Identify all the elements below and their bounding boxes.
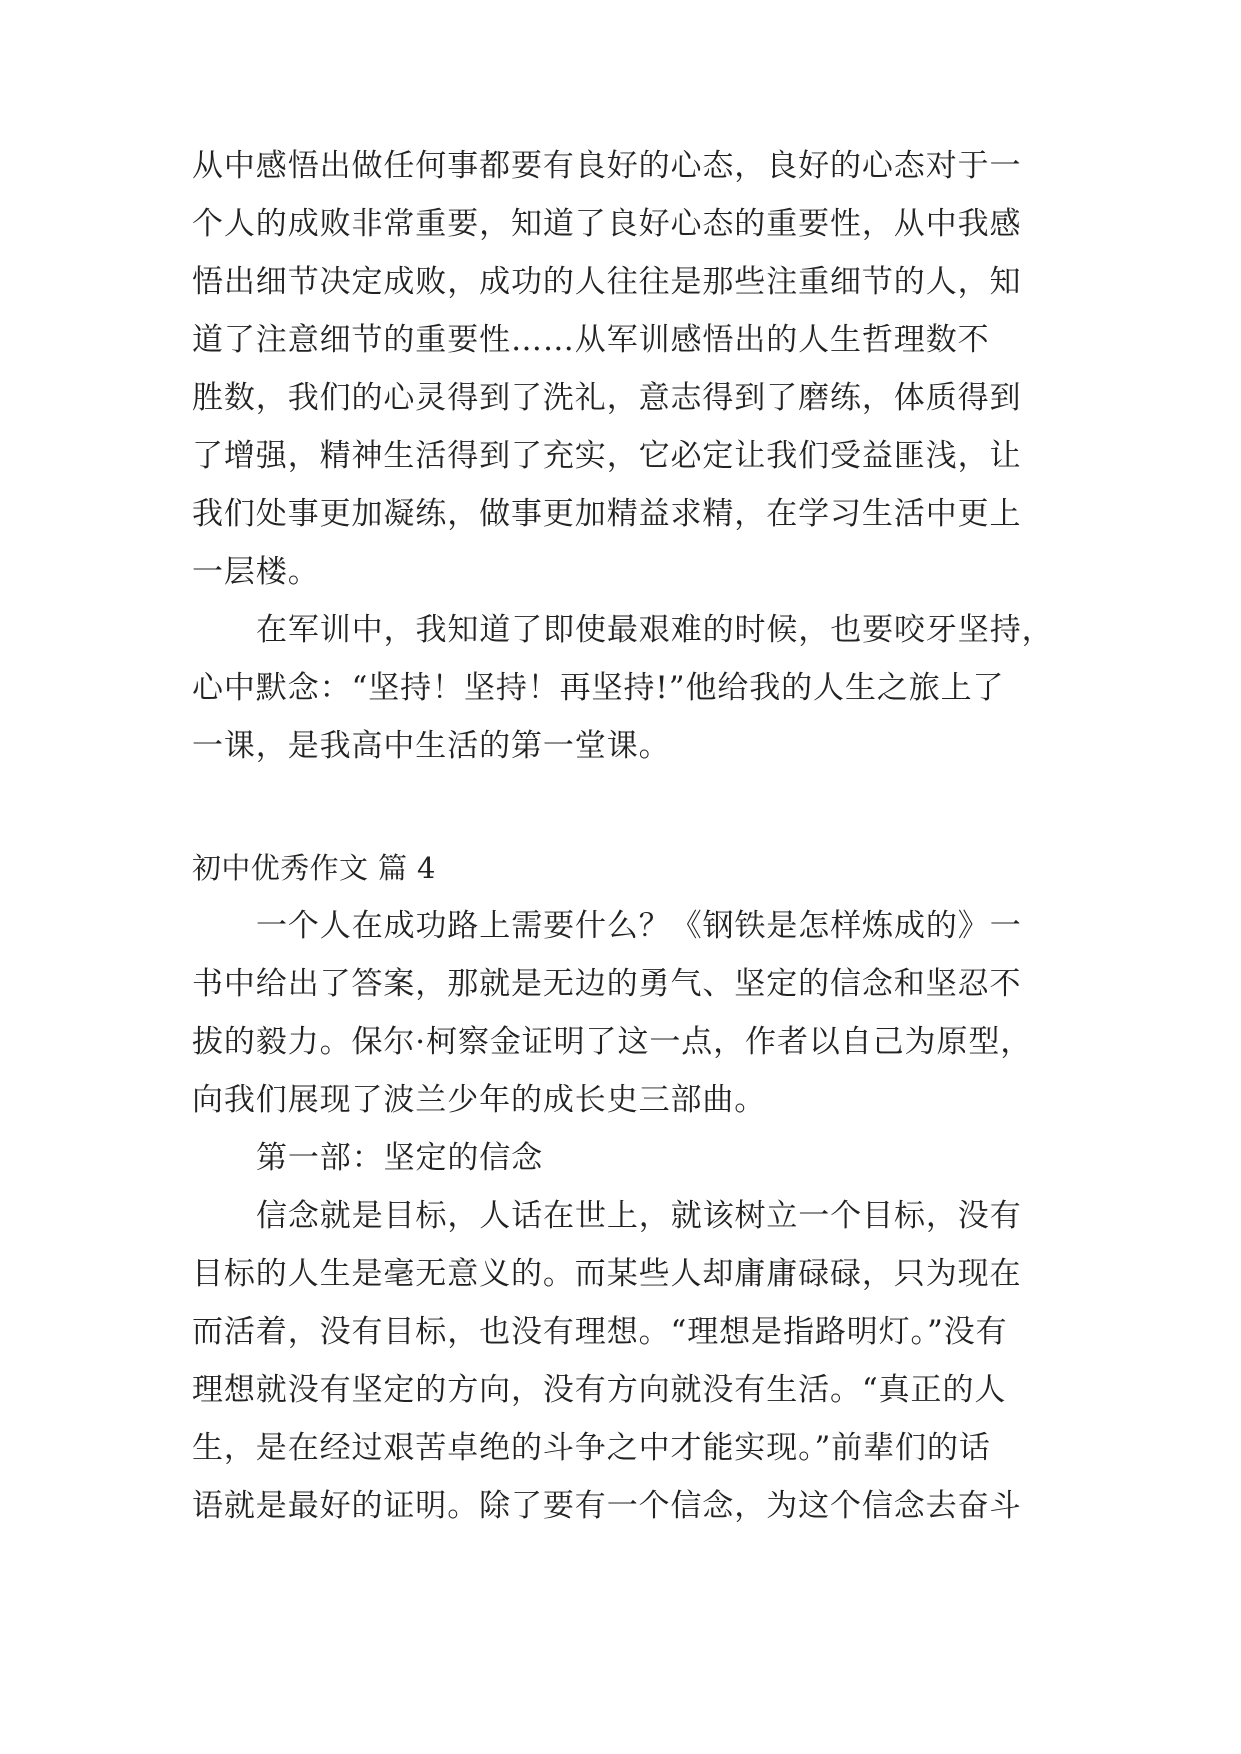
paragraph-line: 胜数，我们的心灵得到了洗礼，意志得到了磨练，体质得到: [192, 380, 1022, 416]
paragraph-line: 一课，是我高中生活的第一堂课。: [192, 728, 671, 764]
paragraph-line: 道了注意细节的重要性……从军训感悟出的人生哲理数不: [192, 322, 990, 358]
paragraph-line: 语就是最好的证明。除了要有一个信念，为这个信念去奋斗: [192, 1488, 1022, 1524]
paragraph-line: 了增强，精神生活得到了充实，它必定让我们受益匪浅，让: [192, 438, 1022, 474]
paragraph-line: 书中给出了答案，那就是无边的勇气、坚定的信念和坚忍不: [192, 966, 1022, 1002]
paragraph-line: 一个人在成功路上需要什么？《钢铁是怎样炼成的》一: [256, 908, 1022, 944]
paragraph-line: 我们处事更加凝练，做事更加精益求精，在学习生活中更上: [192, 496, 1022, 532]
paragraph-line: 从中感悟出做任何事都要有良好的心态，良好的心态对于一: [192, 148, 1022, 184]
paragraph-line: 生，是在经过艰苦卓绝的斗争之中才能实现。”前辈们的话: [192, 1430, 991, 1466]
paragraph-line: 目标的人生是毫无意义的。而某些人却庸庸碌碌，只为现在: [192, 1256, 1022, 1292]
paragraph-line: 拔的毅力。保尔·柯察金证明了这一点，作者以自己为原型，: [192, 1024, 1033, 1060]
paragraph-line: 个人的成败非常重要，知道了良好心态的重要性，从中我感: [192, 206, 1022, 242]
paragraph-line: 心中默念：“坚持！坚持！再坚持!”他给我的人生之旅上了: [192, 670, 1005, 706]
subheading: 第一部：坚定的信念: [256, 1140, 544, 1176]
paragraph-line: 悟出细节决定成败，成功的人往往是那些注重细节的人，知: [192, 264, 1022, 300]
paragraph-line: 向我们展现了波兰少年的成长史三部曲。: [192, 1082, 767, 1118]
paragraph-line: 信念就是目标，人话在世上，就该树立一个目标，没有: [256, 1198, 1022, 1234]
paragraph-line: 一层楼。: [192, 554, 320, 590]
paragraph-line: 而活着，没有目标，也没有理想。“理想是指路明灯。”没有: [192, 1314, 1008, 1350]
paragraph-line: 理想就没有坚定的方向，没有方向就没有生活。“真正的人: [192, 1372, 1007, 1408]
paragraph-line: 在军训中，我知道了即使最艰难的时候，也要咬牙坚持，: [256, 612, 1054, 648]
section-heading: 初中优秀作文 篇 4: [192, 851, 436, 885]
